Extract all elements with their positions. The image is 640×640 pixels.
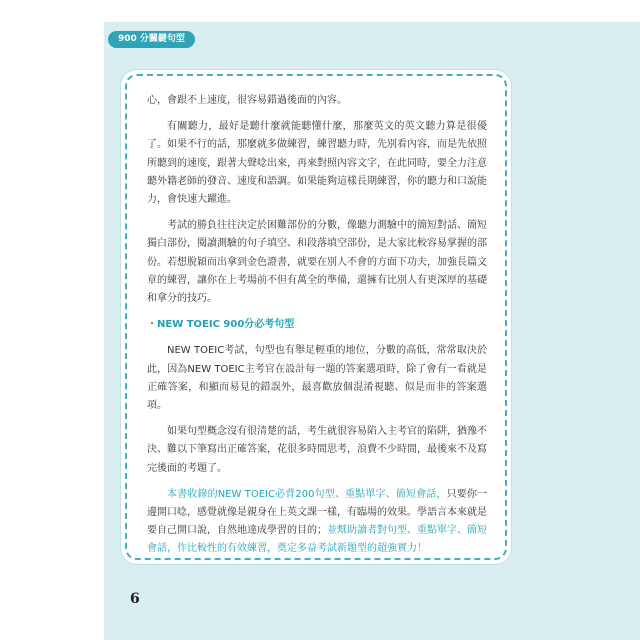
highlight-text-b: 並幫助讀者對句型、重點單字、簡短會話，作比較性的有效練習，奠定多益考試新題型的超強實力！ (147, 525, 487, 555)
top-margin (0, 0, 640, 14)
paragraph-2: 有關聽力，最好是聽什麼就能聽懂什麼，那麼英文的英文聽力算是很優了。如果不行的話，那麼就多做練習，練習聽力時，先別看內容，而是先依照所聽到的速度，跟著大聲唸出來，再來對照內容文字，在此同時，要全力注意聽外籍老師的發音、速度和語調。如果能夠這樣長期練習，你的聽力和口說能力，會快速大躍進。 (147, 121, 487, 206)
highlight-text-a: 本書收錄的NEW TOEIC必背200句型、重點單字、簡短會話， (167, 488, 447, 500)
paragraph-5: 如果句型概念沒有很清楚的話，考生就很容易陷入主考官的陷阱，猶豫不決、難以下筆寫出正確答案，花很多時間思考，浪費不少時間，最後來不及寫完後面的考題了。 (147, 426, 487, 474)
paragraph-3: 考試的勝負往往決定於困難部份的分數，像聽力測驗中的簡短對話、簡短獨白部份，閱讀測驗的句子填空、和段落填空部份，是大家比較容易掌握的部份。若想脫穎而出拿到金色證書，就要在別人不會的方面下功夫，加強長篇文章的練習，讓你在上考場前不但有萬全的準備，還擁有比別人有更深厚的基礎和拿分的技巧。 (147, 220, 487, 305)
paragraph-4: NEW TOEIC考試，句型也有舉足輕重的地位，分數的高低，常常取決於此，因為NEW TOEIC主考官在設計每一題的答案選項時，除了會有一看就是正確答案，和顯而易見的錯誤外，最喜歡放個混淆視聽、似是而非的答案選項。 (147, 345, 487, 412)
paragraph-6 (147, 486, 487, 559)
body-text (147, 92, 487, 567)
chapter-tab: 900 分關鍵句型 (108, 31, 195, 48)
paragraph-1: 心，會跟不上速度，很容易錯過後面的內容。 (147, 95, 347, 106)
page-number: 6 (130, 591, 140, 607)
plain-text: 只要你一邊開口唸，感覺就像是親身在上英文課一樣，有臨場的效果。學語言本來就是要自己開口說，自然地達成學習的目的； (147, 488, 488, 537)
section-heading: ・NEW TOEIC 900分必考句型 (147, 319, 295, 331)
